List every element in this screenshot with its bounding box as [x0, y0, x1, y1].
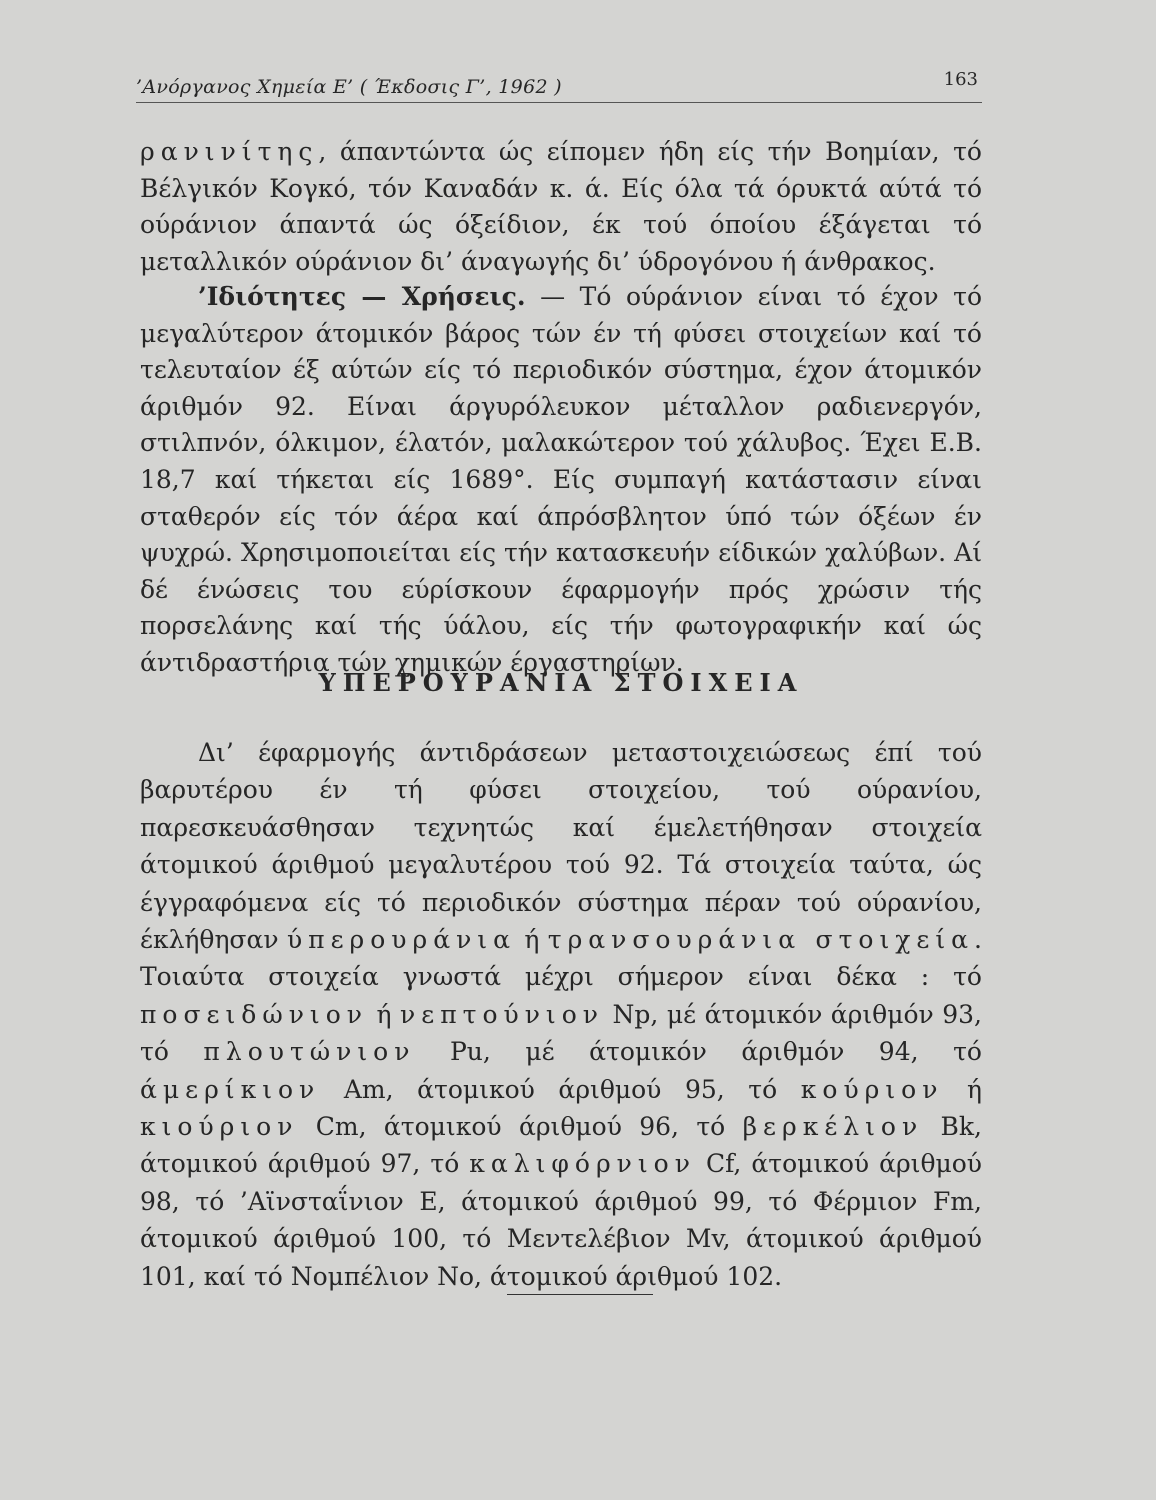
spaced-term: νεπτούνιον	[400, 999, 604, 1029]
run-in-heading: ’Ιδιότητες — Χρήσεις.	[198, 282, 526, 311]
spaced-term: κούριον	[800, 1074, 944, 1104]
text-segment: Cf, άτομικού άριθμού 98, τό ’Αϊνσταΐνιον Ε, άτομικού άριθμού 99, τό Φέρμιον Fm, άτομικού άριθμού 100, τό Μεντελέβιον Mv, άτομικού άριθμού 101, καί τό Νομπέλιον Νο, άτομικού άριθμού 102.	[140, 1149, 982, 1291]
header-title: ’Ανόργανος Χημεία Ε’ ( Έκδοσις Γ’, 1962 )	[136, 76, 562, 98]
paragraph-text: — Τό ούράνιον είναι τό έχον τό μεγαλύτερον άτομικόν βάρος τών έν τή φύσει στοιχείων καί τό τελευταίον έξ αύτών είς τό περιοδικόν σύστημα, έχον άτομικόν άριθμόν 92. Είναι άργυρόλευκον μέταλλον ραδιενεργόν, στιλπνόν, όλκιμον, έλατόν, μαλακώτερον τού χάλυβος. Έχει Ε.Β. 18,7 καί τήκεται είς 1689°. Είς συμπαγή κατάστασιν είναι σταθερόν είς τόν άέρα καί άπρόσβλητον ύπό τών όξέων έν ψυχρώ. Χρησιμοποιείται είς τήν κατασκευήν είδικών χαλύβων. Αί δέ ένώσεις του εύρίσκουν έφαρμογήν πρός χρώσιν τής πορσελάνης καί τής ύάλου, είς τήν φωτογραφικήν καί ώς άντιδραστήρια τών χημικών έργαστηρίων.	[140, 282, 982, 677]
paragraph-properties-uses	[140, 279, 982, 682]
text-segment: Np, μέ άτομικόν άριθμόν 93, τό	[140, 999, 983, 1067]
paragraph-transuranium	[140, 734, 982, 1295]
paragraph-text: , άπαντώντα ώς είπομεν ήδη είς τήν Βοημίαν, τό Βέλγικόν Κογκό, τόν Καναδάν κ. ά. Είς όλα τά όρυκτά αύτά τό ούράνιον άπαντά ώς όξείδιον, έκ τού όποίου έξάγεται τό μεταλλικόν ούράνιον δι’ άναγωγής δι’ ύδρογόνου ή άνθρακος.	[140, 137, 982, 276]
spaced-term: άμερίκιον	[140, 1074, 321, 1104]
page-number: 163	[943, 69, 978, 90]
spaced-term: καλιφόρνιον	[469, 1149, 696, 1179]
text-segment: Cm, άτομικού άριθμού 96, τό	[298, 1112, 743, 1142]
spaced-term: ποσειδώνιον	[140, 999, 368, 1029]
text-segment: . Τοιαύτα στοιχεία γνωστά μέχρι σήμερον είναι δέκα : τό	[140, 925, 982, 992]
section-heading: ΥΠΕΡΟΥΡΑΝΙΑ ΣΤΟΙΧΕΙΑ	[318, 668, 804, 697]
text-segment: Δι’ έφαρμογής άντιδράσεων μεταστοιχειώσεως έπί τού βαρυτέρου έν τή φύσει στοιχείου, τού ούρανίου, παρεσκευάσθησαν τεχνητώς καί έμελετήθησαν στοιχεία άτομικού άριθμού μεγαλυτέρου τού 92. Τά στοιχεία ταύτα, ώς έγγραφόμενα είς τό περιοδικόν σύστημα πέραν τού ούρανίου, έκλήθησαν	[140, 738, 982, 955]
spaced-term: πλουτώνιον	[203, 1037, 416, 1067]
spaced-term: τρανσουράνια στοιχεία	[547, 925, 975, 955]
text-segment: ή	[368, 999, 401, 1029]
spaced-term: κιούριον	[140, 1112, 299, 1142]
text-segment: ή	[943, 1074, 982, 1104]
text-segment: Bk, άτομικού άριθμού 97, τό	[140, 1112, 982, 1179]
text-segment: ή	[515, 925, 548, 955]
spaced-term: ύπερουράνια	[286, 925, 516, 955]
spaced-term: ρανινίτης	[140, 137, 319, 166]
text-segment: Pu, μέ άτομικόν άριθμόν 94, τό	[415, 1037, 982, 1067]
section-end-rule	[507, 1294, 653, 1295]
running-header	[136, 66, 982, 103]
spaced-term: βερκέλιον	[742, 1112, 924, 1142]
text-segment: Am, άτομικού άριθμού 95, τό	[320, 1074, 801, 1104]
paragraph-uranium-ores	[140, 134, 982, 280]
